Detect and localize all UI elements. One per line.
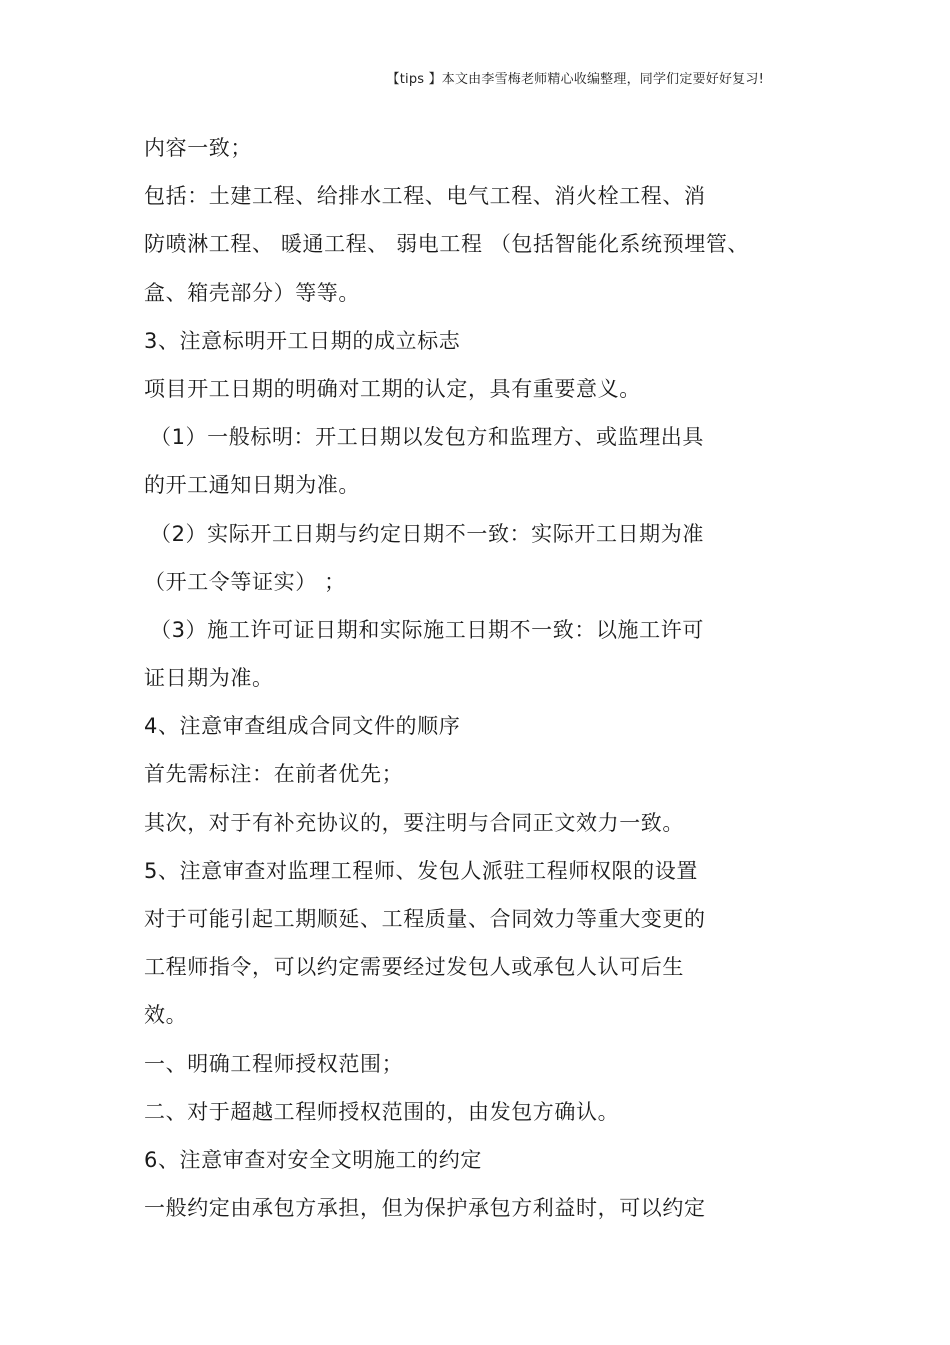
section-heading: 3、注意标明开工日期的成立标志 xyxy=(144,328,461,353)
text-line: 其次，对于有补充协议的，要注明与合同正文效力一致。 xyxy=(144,810,684,835)
text-line: 内容一致； xyxy=(144,136,252,160)
section-heading: 5、注意审查对监理工程师、发包人派驻工程师权限的设置 xyxy=(144,858,698,883)
text-line: 对于可能引起工期顺延、工程质量、合同效力等重大变更的 xyxy=(144,907,706,931)
text-line: 包括：土建工程、给排水工程、电气工程、消火栓工程、消 xyxy=(144,184,706,209)
text-line: （2）实际开工日期与约定日期不一致：实际开工日期为准 xyxy=(150,521,704,546)
header-tips: 【tips 】本文由李雪梅老师精心收编整理，同学们定要好好复习! xyxy=(386,72,764,87)
text-line: 二、对于超越工程师授权范围的，由发包方确认。 xyxy=(144,1099,620,1124)
section-heading: 6、注意审查对安全文明施工的约定 xyxy=(144,1147,482,1172)
text-line: 防喷淋工程、 暖通工程、 弱电工程 （包括智能化系统预埋管、 xyxy=(144,232,750,257)
text-line: 一、明确工程师授权范围； xyxy=(144,1051,404,1076)
body-text xyxy=(144,124,824,1232)
text-line: 一般约定由承包方承担，但为保护承包方利益时，可以约定 xyxy=(144,1196,706,1221)
text-line: 首先需标注：在前者优先； xyxy=(144,762,404,787)
text-line: 工程师指令，可以约定需要经过发包人或承包人认可后生 xyxy=(144,955,684,980)
section-heading: 4、注意审查组成合同文件的顺序 xyxy=(144,714,461,739)
text-line: 的开工通知日期为准。 xyxy=(144,473,360,498)
text-line: （1）一般标明：开工日期以发包方和监理方、或监理出具 xyxy=(150,425,704,450)
text-line: 项目开工日期的明确对工期的认定，具有重要意义。 xyxy=(144,376,641,401)
text-line: （3）施工许可证日期和实际施工日期不一致：以施工许可 xyxy=(150,617,704,642)
text-line: （开工令等证实） ； xyxy=(144,569,346,594)
text-line: 效。 xyxy=(144,1003,188,1028)
text-line: 盒、箱壳部分）等等。 xyxy=(144,280,360,305)
text-line: 证日期为准。 xyxy=(144,666,274,691)
